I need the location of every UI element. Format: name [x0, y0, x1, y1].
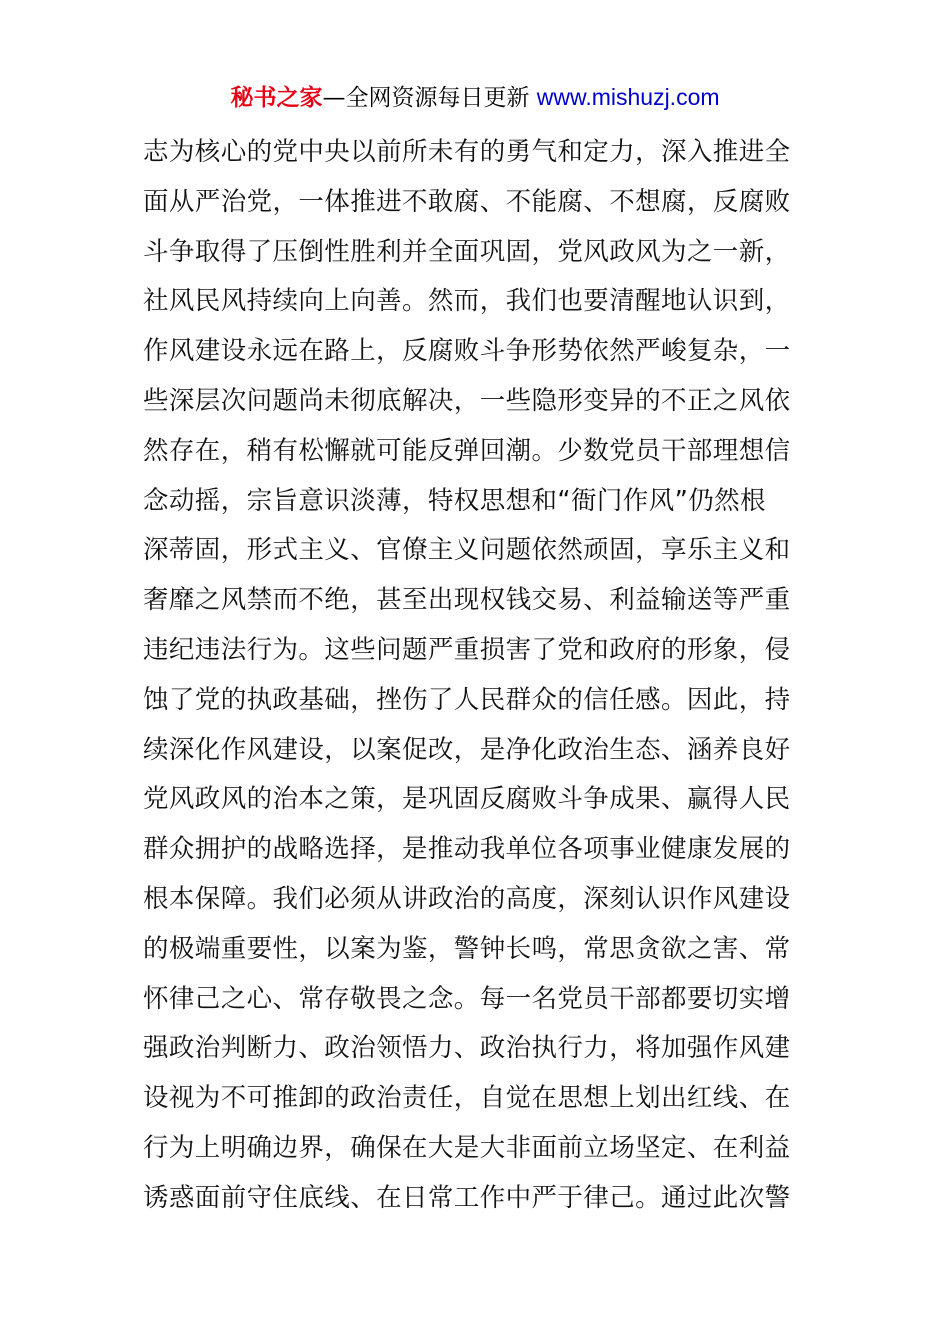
- text-line: 蚀了党的执政基础，挫伤了人民群众的信任感。因此，持: [143, 684, 791, 715]
- brand-name: 秘书之家: [230, 85, 323, 111]
- text-line: 诱惑面前守住底线、在日常工作中严于律己。通过此次警: [143, 1182, 791, 1213]
- text-line: 设视为不可推卸的政治责任，自觉在思想上划出红线、在: [143, 1083, 791, 1114]
- text-line: 续深化作风建设，以案促改，是净化政治生态、涵养良好: [143, 734, 791, 765]
- text-line: 群众拥护的战略选择，是推动我单位各项事业健康发展的: [143, 834, 791, 865]
- text-line: 然存在，稍有松懈就可能反弹回潮。少数党员干部理想信: [143, 435, 791, 466]
- text-line: 怀律己之心、常存敬畏之念。每一名党员干部都要切实增: [143, 983, 791, 1014]
- text-line: 斗争取得了压倒性胜利并全面巩固，党风政风为之一新，: [143, 236, 791, 267]
- text-line: 党风政风的治本之策，是巩固反腐败斗争成果、赢得人民: [143, 784, 791, 815]
- text-line: 根本保障。我们必须从讲政治的高度，深刻认识作风建设: [143, 883, 791, 914]
- text-line: 社风民风持续向上向善。然而，我们也要清醒地认识到，: [143, 286, 791, 317]
- document-body: [143, 128, 813, 1224]
- text-line: 面从严治党，一体推进不敢腐、不能腐、不想腐，反腐败: [143, 186, 791, 217]
- text-line: 行为上明确边界，确保在大是大非面前立场坚定、在利益: [143, 1132, 791, 1163]
- text-line: 强政治判断力、政治领悟力、政治执行力，将加强作风建: [143, 1033, 791, 1064]
- page-header: [0, 80, 950, 115]
- header-tagline: —全网资源每日更新: [322, 85, 537, 111]
- text-line: 些深层次问题尚未彻底解决，一些隐形变异的不正之风依: [143, 385, 791, 416]
- text-line: 深蒂固，形式主义、官僚主义问题依然顽固，享乐主义和: [143, 535, 791, 566]
- text-line: 念动摇，宗旨意识淡薄，特权思想和“衙门作风”仍然根: [143, 485, 766, 516]
- site-url[interactable]: www.mishuzj.com: [536, 84, 720, 110]
- text-line: 违纪违法行为。这些问题严重损害了党和政府的形象，侵: [143, 634, 791, 665]
- text-line: 的极端重要性，以案为鉴，警钟长鸣，常思贪欲之害、常: [143, 933, 791, 964]
- text-line: 作风建设永远在路上，反腐败斗争形势依然严峻复杂，一: [143, 336, 791, 367]
- text-line: 奢靡之风禁而不绝，甚至出现权钱交易、利益输送等严重: [143, 585, 791, 616]
- text-line: 志为核心的党中央以前所未有的勇气和定力，深入推进全: [143, 137, 791, 167]
